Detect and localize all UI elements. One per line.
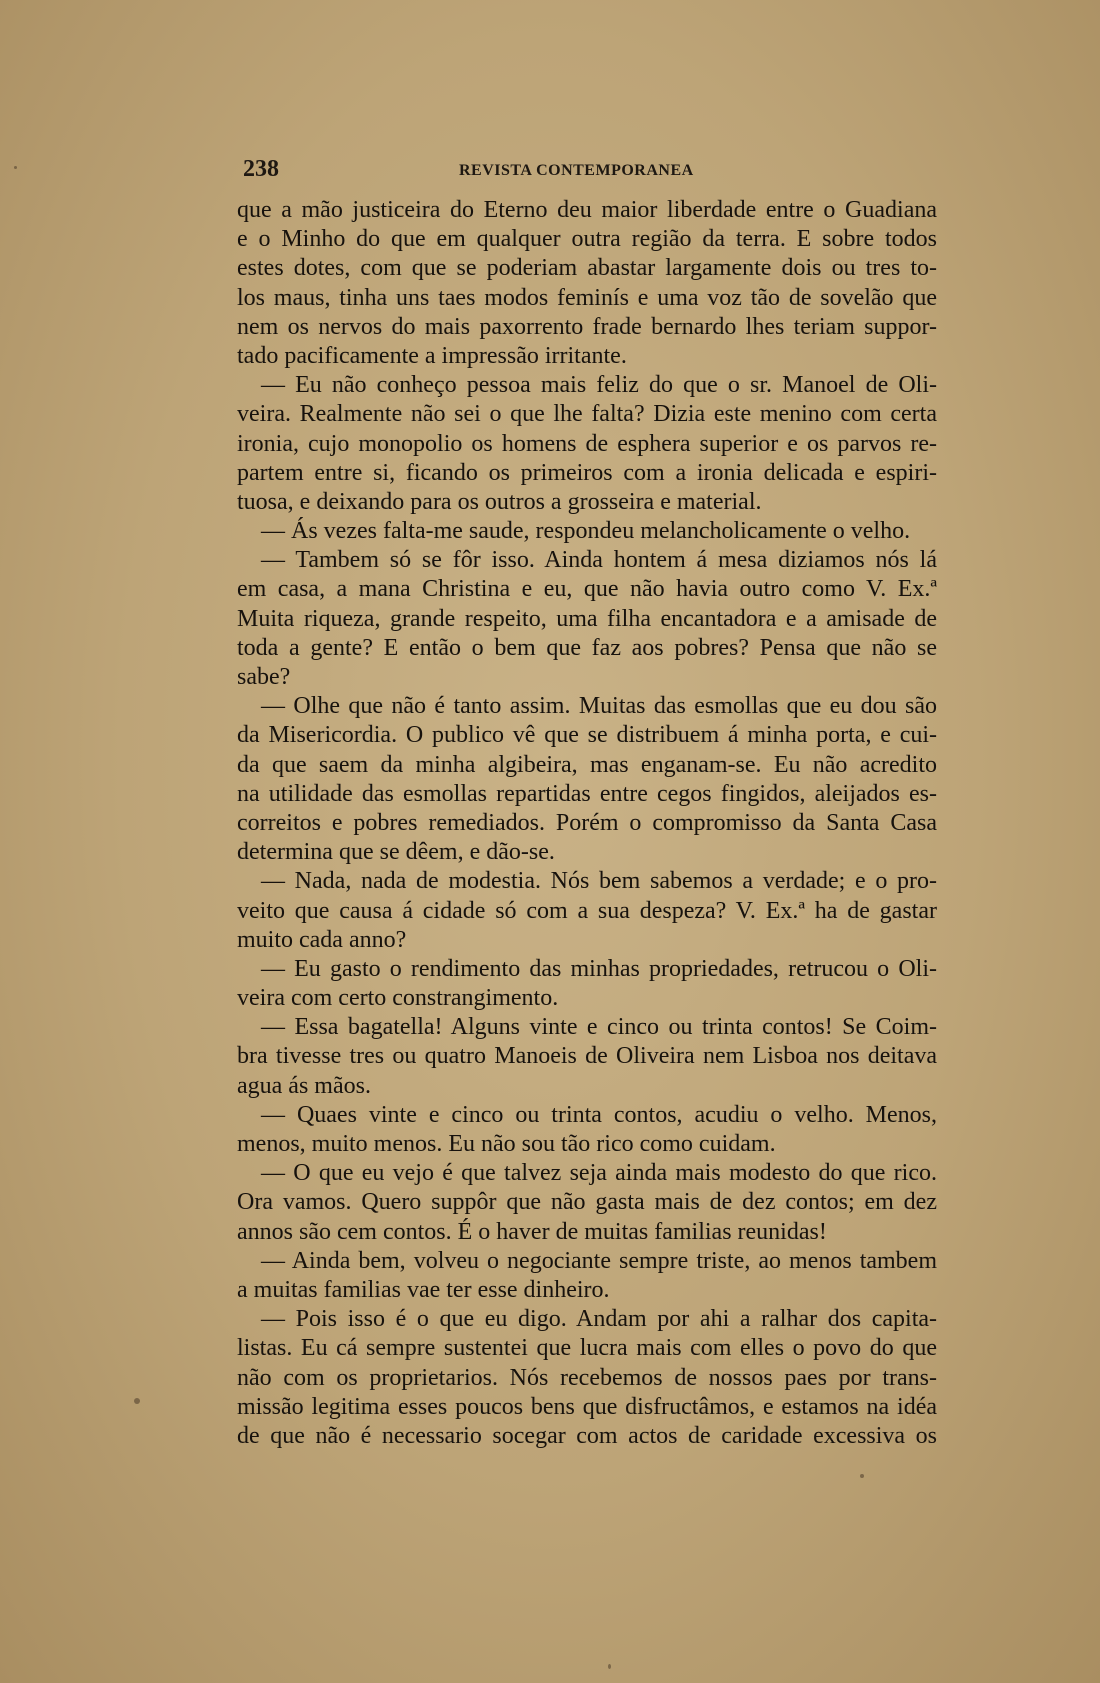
text-line: e o Minho do que em qualquer outra região da terra. E sobre todos — [237, 226, 937, 253]
running-title: REVISTA CONTEMPORANEA — [459, 162, 694, 179]
text-line: a muitas familias vae ter esse dinheiro. — [237, 1276, 610, 1303]
text-line: — Ainda bem, volveu o negociante sempre triste, ao menos tambem — [261, 1247, 937, 1274]
text-line: annos são cem contos. É o haver de muitas familias reunidas! — [237, 1218, 827, 1245]
text-line: tuosa, e deixando para os outros a grosseira e material. — [237, 488, 762, 515]
text-line: veira com certo constrangimento. — [237, 985, 559, 1012]
text-line: que a mão justiceira do Eterno deu maior liberdade entre o Guadiana — [237, 197, 937, 223]
text-line: — Tambem só se fôr isso. Ainda hontem á mesa diziamos nós lá — [261, 547, 937, 574]
text-line: da que saem da minha algibeira, mas enganam-se. Eu não acredito — [237, 751, 937, 778]
text-line: sabe? — [237, 664, 291, 690]
text-line: Ora vamos. Quero suppôr que não gasta mais de dez contos; em dez — [237, 1189, 937, 1216]
text-line: toda a gente? E então o bem que faz aos pobres? Pensa que não se — [237, 634, 937, 661]
text-line: — O que eu vejo é que talvez seja ainda mais modesto do que rico. — [261, 1160, 937, 1187]
text-line: em casa, a mana Christina e eu, que não havia outro como V. Ex.ª — [237, 576, 937, 603]
text-line: na utilidade das esmollas repartidas entre cegos fingidos, aleijados es- — [237, 780, 937, 807]
text-line: listas. Eu cá sempre sustentei que lucra mais com elles o povo do que — [237, 1335, 937, 1362]
text-line: não com os proprietarios. Nós recebemos de nossos paes por trans- — [237, 1364, 937, 1391]
text-line: — Ás vezes falta-me saude, respondeu melancholicamente o velho. — [261, 518, 911, 545]
text-line: bra tivesse tres ou quatro Manoeis de Oliveira nem Lisboa nos deitava — [237, 1043, 937, 1070]
text-line: de que não é necessario socegar com actos de caridade excessiva os — [237, 1422, 937, 1449]
text-line: nem os nervos do mais paxorrento frade bernardo lhes teriam suppor- — [237, 313, 937, 340]
text-line: estes dotes, com que se poderiam abastar largamente dois ou tres to- — [237, 255, 937, 282]
text-line: — Nada, nada de modestia. Nós bem sabemos a verdade; e o pro- — [261, 868, 937, 895]
text-line: — Eu gasto o rendimento das minhas propriedades, retrucou o Oli- — [261, 955, 937, 982]
text-line: veito que causa á cidade só com a sua despeza? V. Ex.ª ha de gastar — [237, 897, 937, 924]
text-line: — Eu não conheço pessoa mais feliz do que o sr. Manoel de Oli- — [261, 372, 937, 399]
text-line: tado pacificamente a impressão irritante. — [237, 342, 627, 369]
text-line: ironia, cujo monopolio os homens de esphera superior e os parvos re- — [237, 430, 937, 457]
paper-speck — [860, 1474, 864, 1478]
page-header — [243, 156, 943, 186]
text-line: Muita riqueza, grande respeito, uma filha encantadora e a amisade de — [237, 605, 937, 632]
text-line: — Quaes vinte e cinco ou trinta contos, acudiu o velho. Menos, — [261, 1101, 937, 1128]
paper-speck — [608, 1664, 611, 1669]
text-line: missão legitima esses poucos bens que disfructâmos, e estamos na idéa — [237, 1393, 937, 1420]
text-line: veira. Realmente não sei o que lhe falta? Dizia este menino com certa — [237, 401, 937, 428]
text-line: determina que se dêem, e dão-se. — [237, 839, 555, 866]
text-line: — Olhe que não é tanto assim. Muitas das esmollas que eu dou são — [261, 693, 937, 720]
text-line: los maus, tinha uns taes modos feminís e uma voz tão de sovelão que — [237, 284, 937, 311]
text-line: partem entre si, ficando os primeiros com a ironia delicada e espiri- — [237, 459, 937, 486]
text-line: muito cada anno? — [237, 926, 407, 953]
text-line: — Essa bagatella! Alguns vinte e cinco ou trinta contos! Se Coim- — [261, 1014, 937, 1041]
body-text — [237, 196, 937, 1451]
paper-speck — [14, 166, 17, 169]
text-line: — Pois isso é o que eu digo. Andam por ahi a ralhar dos capita- — [261, 1306, 937, 1333]
page-number: 238 — [243, 156, 279, 182]
text-line: correitos e pobres remediados. Porém o compromisso da Santa Casa — [237, 809, 937, 836]
text-line: agua ás mãos. — [237, 1072, 371, 1099]
paper-speck — [134, 1398, 140, 1404]
text-line: menos, muito menos. Eu não sou tão rico como cuidam. — [237, 1131, 776, 1157]
text-line: da Misericordia. O publico vê que se distribuem á minha porta, e cui- — [237, 722, 937, 749]
